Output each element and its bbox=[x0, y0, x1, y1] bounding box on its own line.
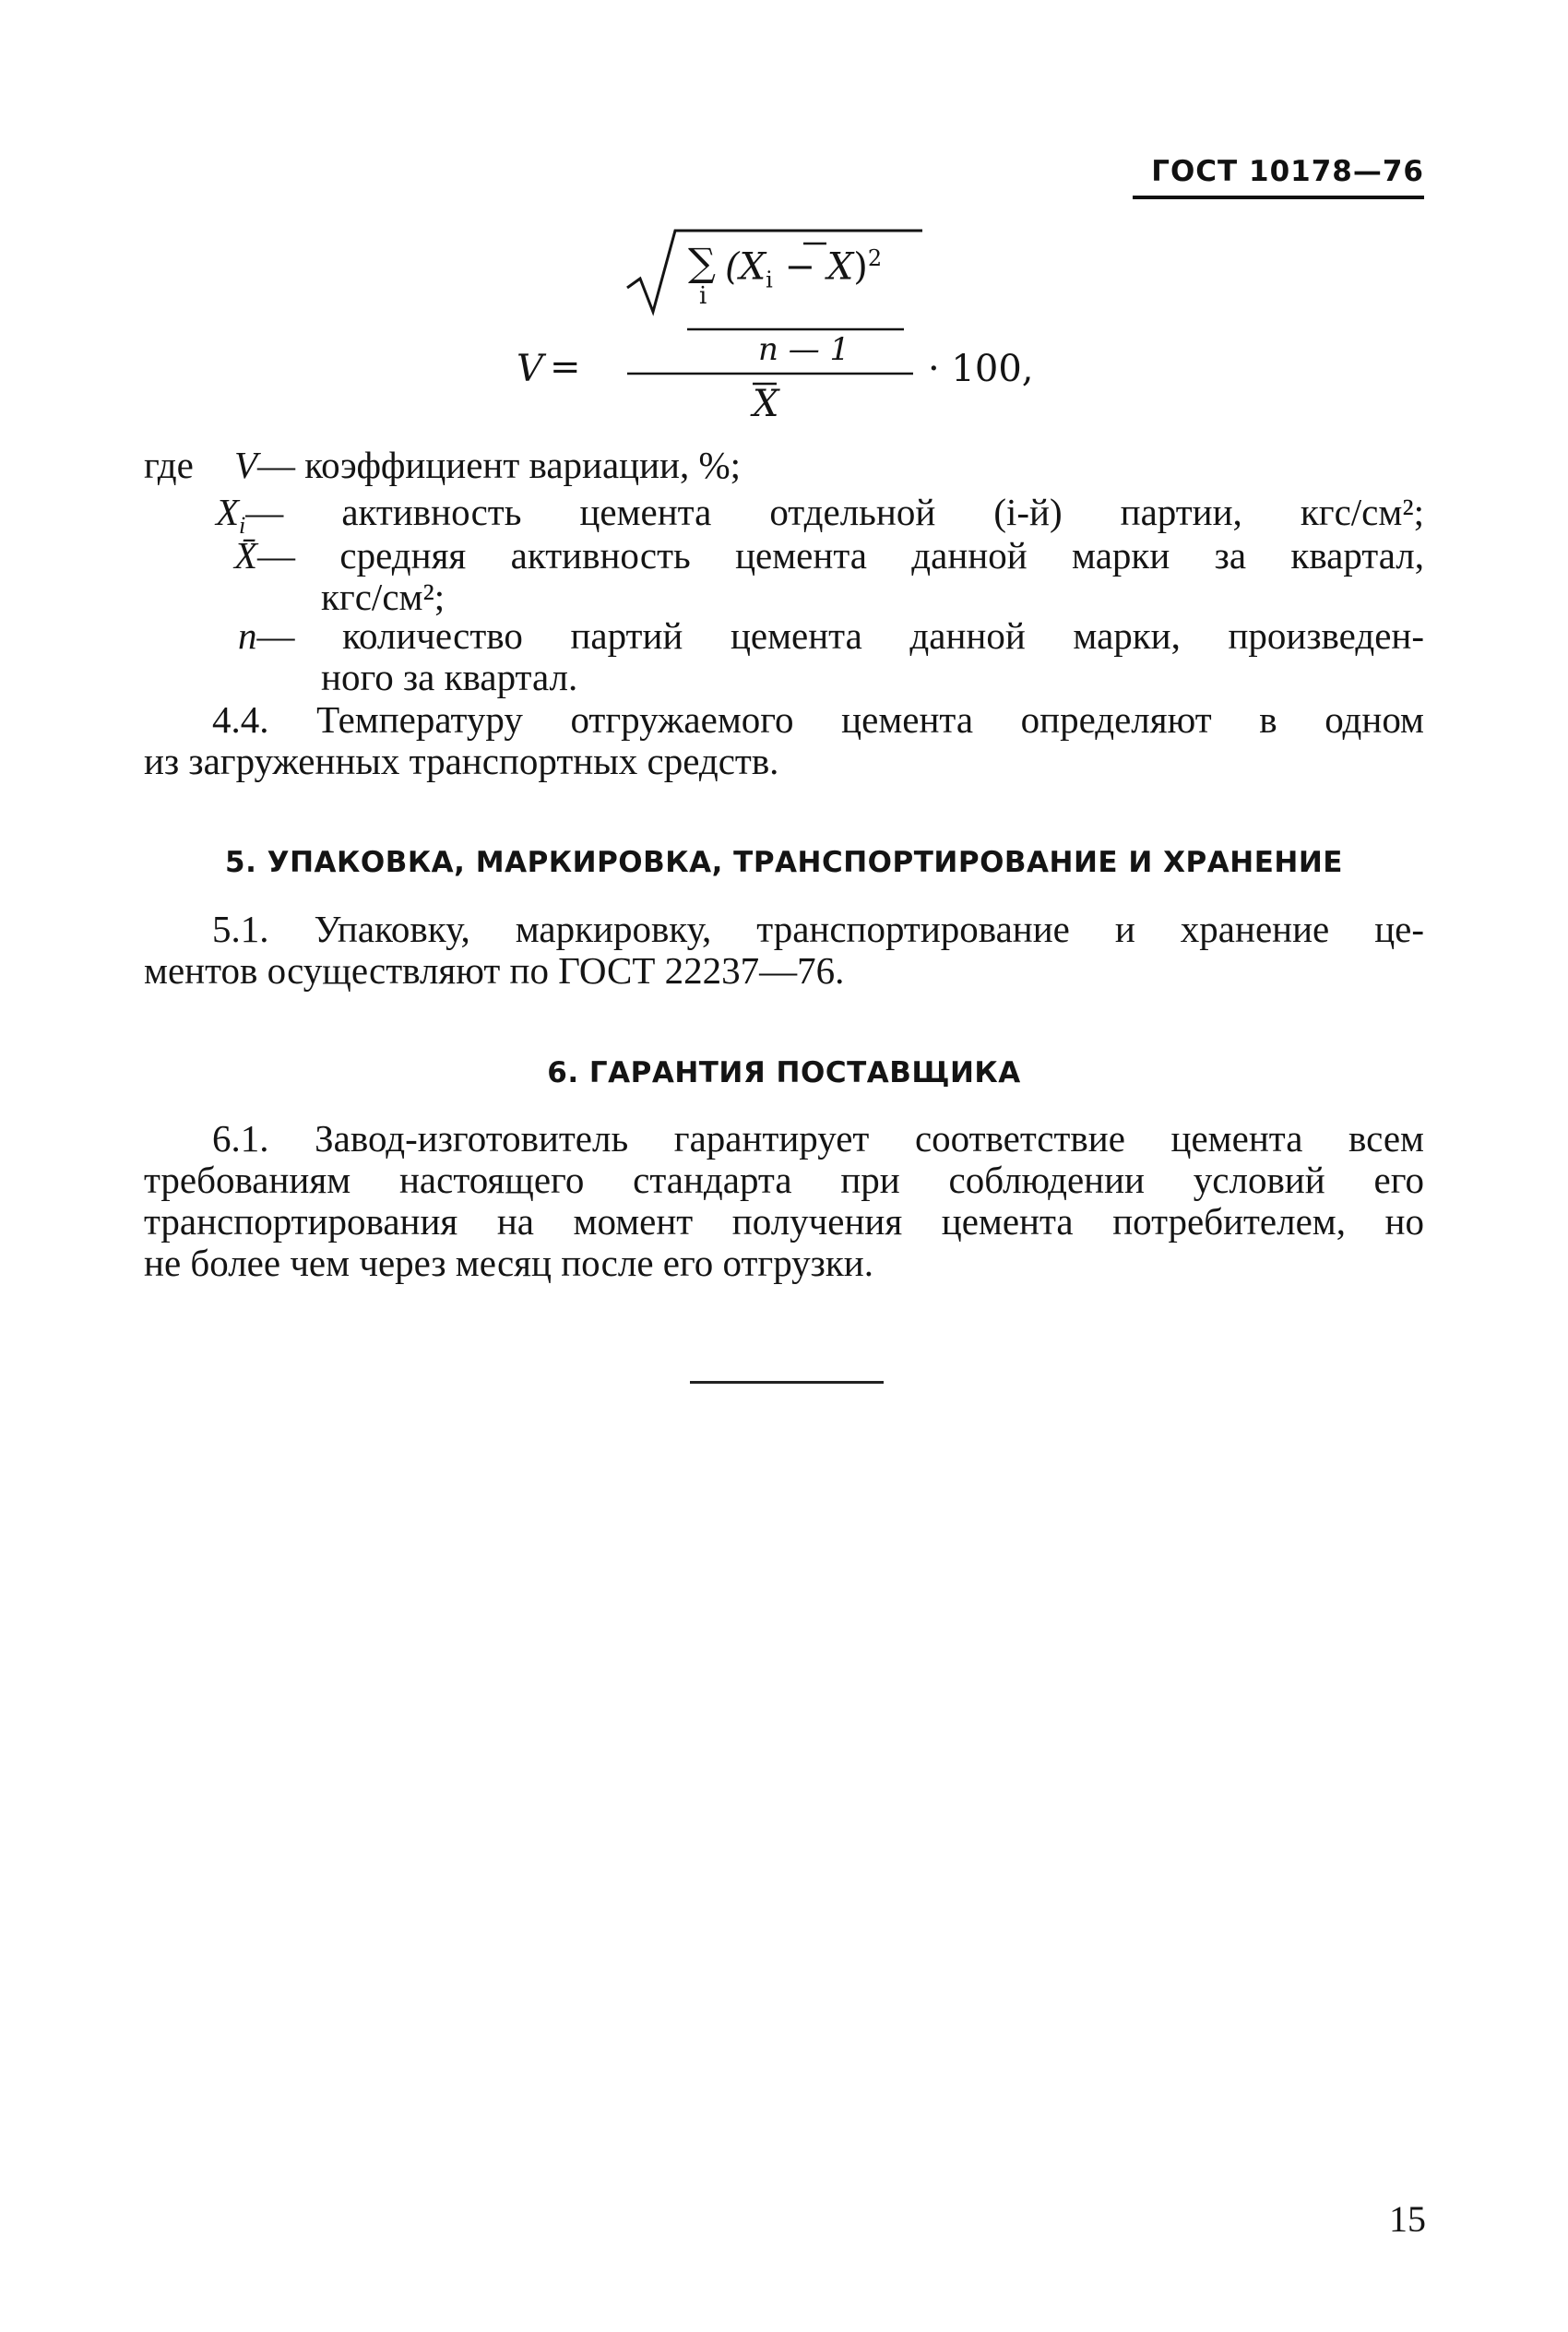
clause-4-4-line1: 4.4. Температуру отгружаемого цемента определяют в одном bbox=[212, 698, 1424, 741]
variation-formula bbox=[517, 231, 1070, 443]
definition-v-text: — коэффициент вариации, %; bbox=[257, 444, 742, 486]
symbol-xi: X bbox=[216, 491, 240, 533]
definition-v bbox=[234, 445, 741, 486]
formula-denominator-inner: n — 1 bbox=[758, 331, 850, 368]
running-header: ГОСТ 10178—76 bbox=[1151, 155, 1424, 188]
section-6-heading: 6. ГАРАНТИЯ ПОСТАВЩИКА bbox=[547, 1056, 1021, 1089]
clause-6-1-line2: требованиям настоящего стандарта при соблюдении условий его bbox=[144, 1159, 1424, 1201]
section-5-heading: 5. УПАКОВКА, МАРКИРОВКА, ТРАНСПОРТИРОВАНИЕ И ХРАНЕНИЕ bbox=[225, 846, 1343, 879]
formula-term-close: ) bbox=[853, 245, 868, 289]
formula-term-sub: i bbox=[766, 267, 773, 293]
definition-xmean bbox=[234, 535, 1424, 577]
formula-denominator-outer: X bbox=[753, 383, 779, 425]
definition-xmean-text: — средняя активность цемента данной марки за квартал, bbox=[257, 534, 1424, 577]
symbol-n: n bbox=[238, 614, 257, 657]
page-number: 15 bbox=[1389, 2198, 1426, 2240]
formula-minus: − bbox=[772, 245, 827, 289]
clause-6-1-line4: не более чем через месяц после его отгрузки. bbox=[144, 1242, 873, 1284]
clause-6-1-line3: транспортирования на момент получения цемента потребителем, но bbox=[144, 1200, 1424, 1243]
definition-n-text: — количество партий цемента данной марки, произведен- bbox=[256, 614, 1424, 657]
formula-multiply: · 100, bbox=[928, 348, 1034, 390]
definition-n-cont: ного за квартал. bbox=[321, 656, 578, 698]
formula-equals: = bbox=[550, 346, 581, 388]
formula-sum: ∑ bbox=[688, 240, 716, 285]
formula-term-open: (X bbox=[725, 245, 766, 289]
symbol-v: V bbox=[234, 444, 258, 486]
where-label: где bbox=[144, 444, 194, 486]
clause-5-1-line2: ментов осуществляют по ГОСТ 22237—76. bbox=[144, 949, 845, 992]
definition-xi bbox=[216, 492, 1424, 540]
definition-n bbox=[238, 615, 1424, 657]
formula-power: 2 bbox=[867, 245, 883, 271]
clause-6-1-line1: 6.1. Завод-изготовитель гарантирует соответствие цемента всем bbox=[212, 1117, 1424, 1160]
definition-xmean-cont: кгс/см²; bbox=[321, 576, 445, 618]
formula-sum-index: i bbox=[699, 282, 707, 310]
header-rule bbox=[1133, 196, 1424, 199]
formula-mean: X bbox=[826, 245, 854, 289]
definition-xi-text: — активность цемента отдельной (i-й) партии, кгс/см²; bbox=[245, 491, 1424, 533]
clause-5-1-line1: 5.1. Упаковку, маркировку, транспортирование и хранение це- bbox=[212, 908, 1424, 950]
symbol-xi-sub: i bbox=[239, 512, 246, 540]
end-rule bbox=[690, 1381, 884, 1384]
clause-4-4-line2: из загруженных транспортных средств. bbox=[144, 740, 779, 782]
formula-lhs: V bbox=[517, 348, 543, 390]
symbol-xmean: X̄ bbox=[234, 534, 258, 577]
